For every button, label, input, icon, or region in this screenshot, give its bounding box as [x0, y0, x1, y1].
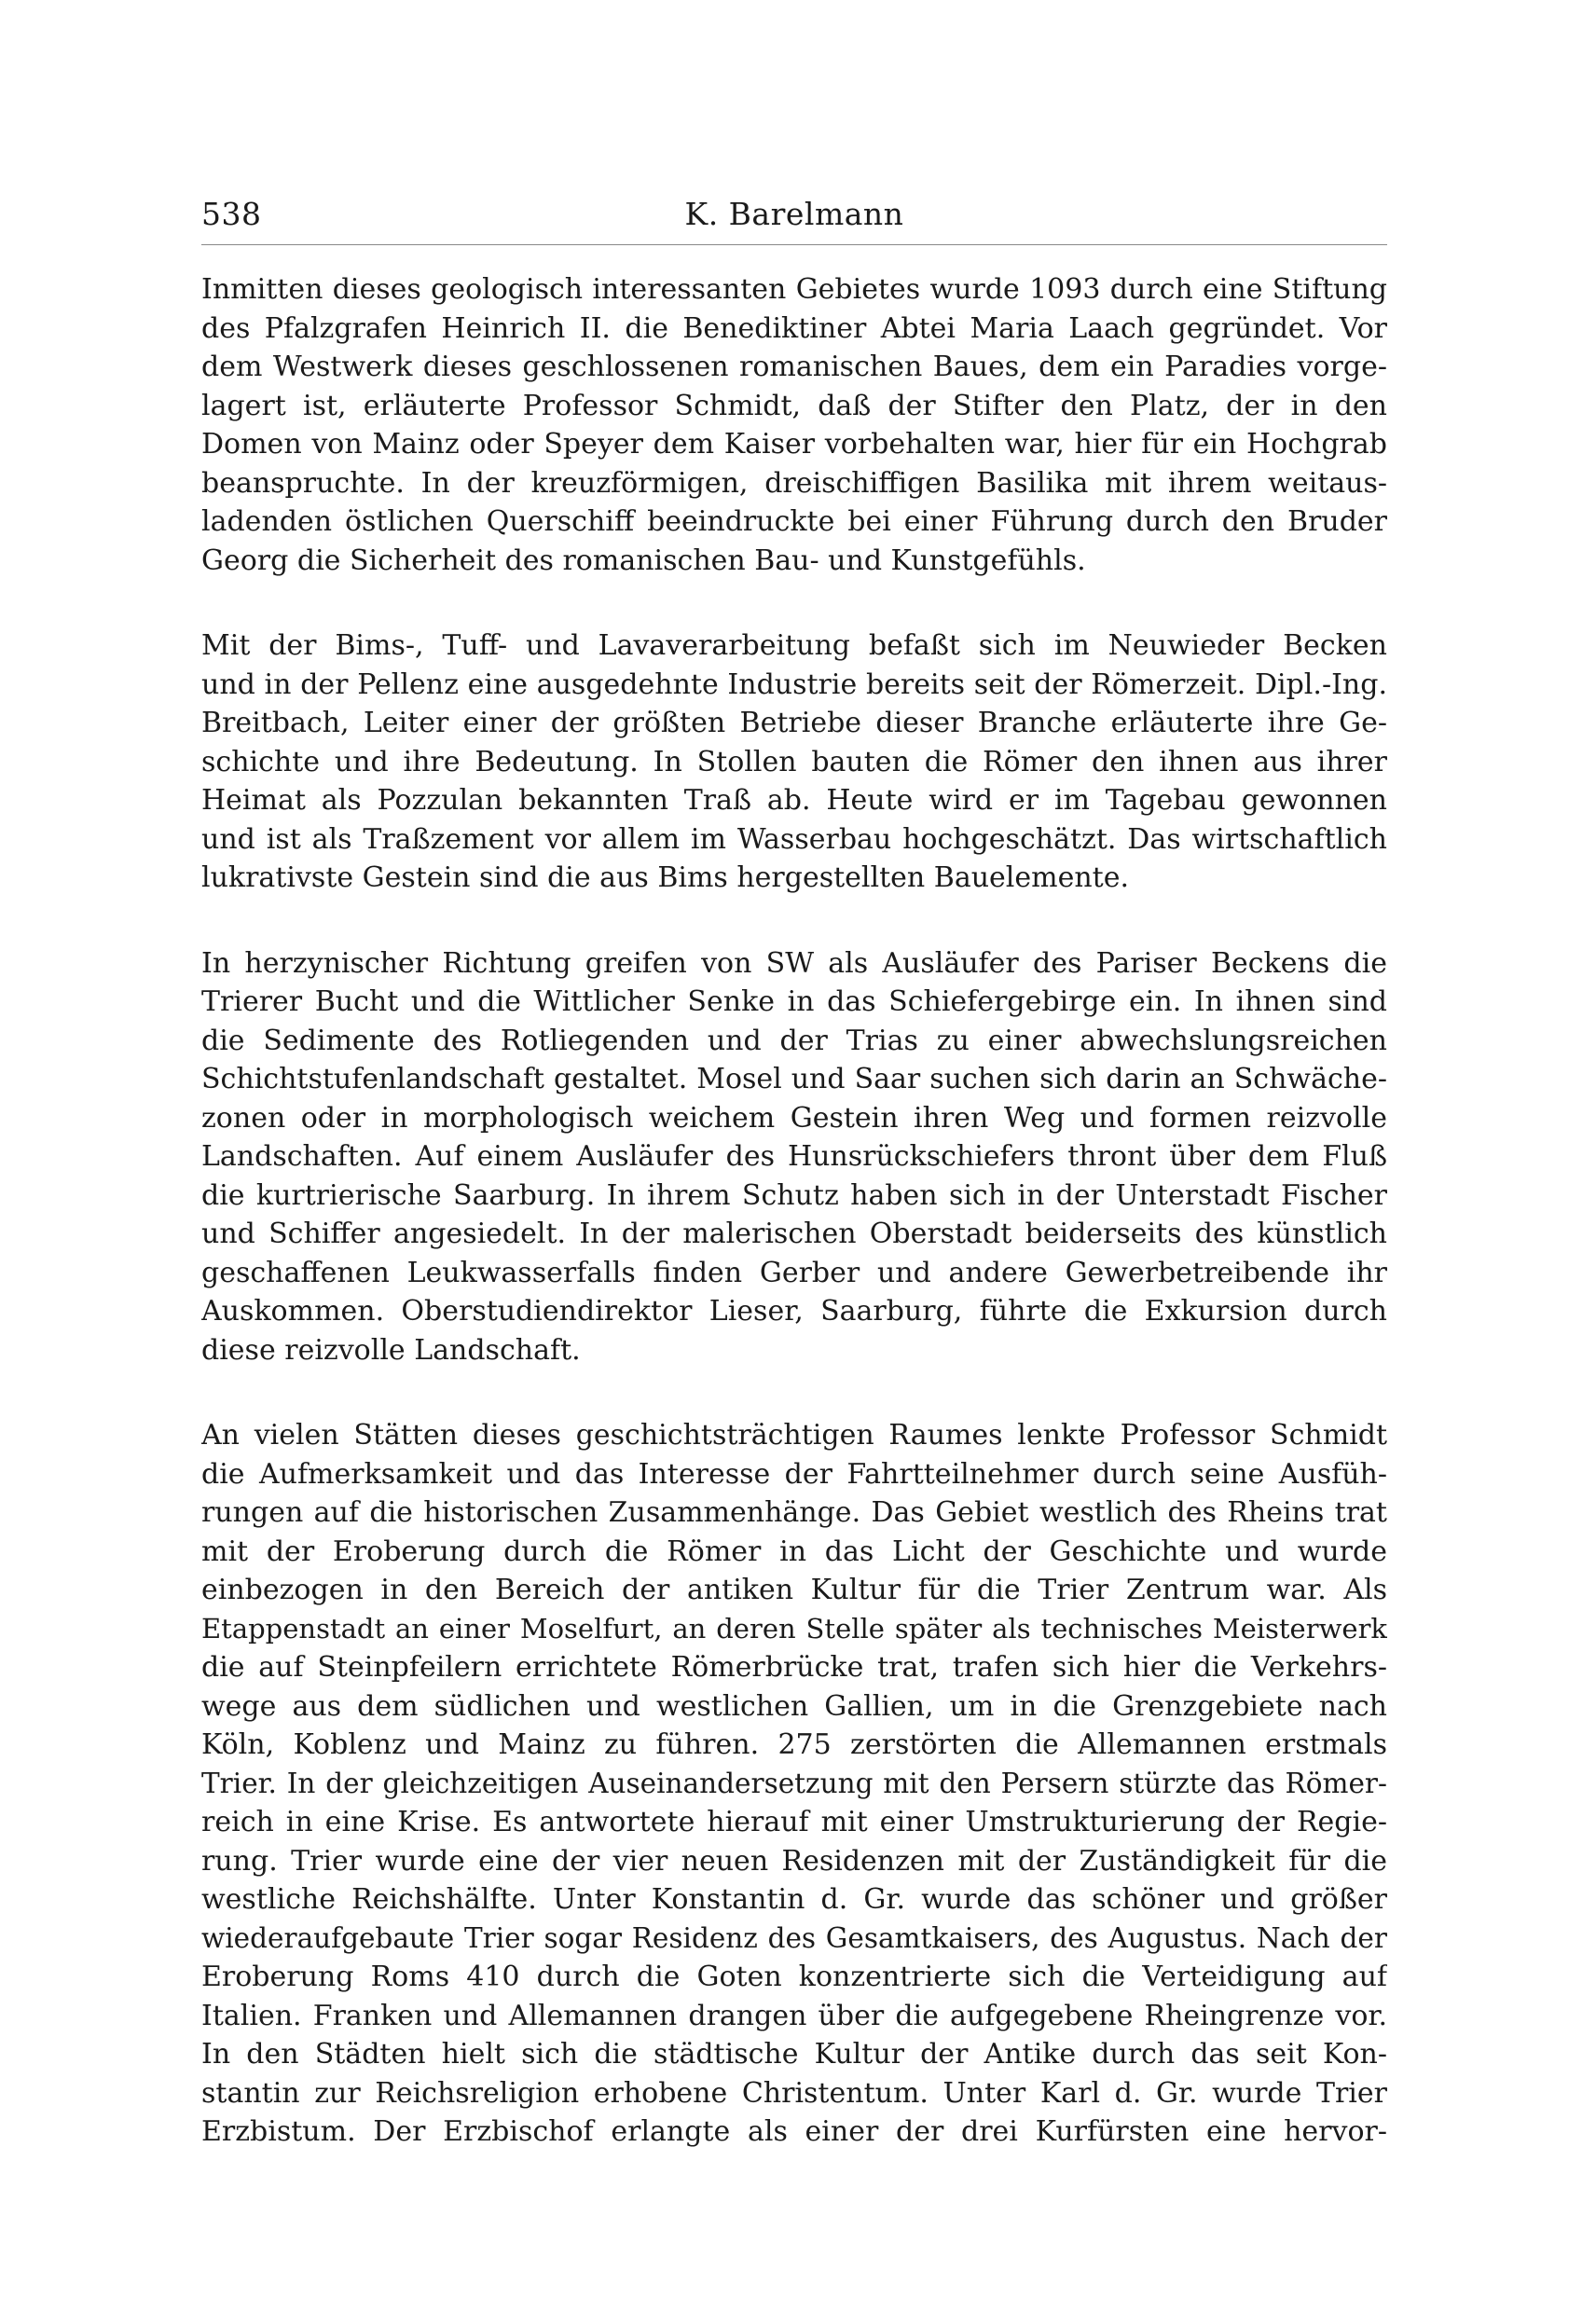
page-number: 538	[201, 196, 262, 232]
text-line: reich in eine Krise. Es antwortete hierauf mit einer Umstrukturierung der Regie-	[201, 1806, 1387, 1838]
text-line: Inmitten dieses geologisch interessanten Gebietes wurde 1093 durch eine Stiftung	[201, 273, 1387, 306]
text-line: In den Städten hielt sich die städtische Kultur der Antike durch das seit Kon-	[201, 2038, 1387, 2071]
text-line: geschaffenen Leukwasserfalls finden Gerber und andere Gewerbetreibende ihr	[201, 1256, 1387, 1289]
text-line: die auf Steinpfeilern errichtete Römerbrücke trat, trafen sich hier die Verkehrs-	[201, 1651, 1387, 1684]
text-line: einbezogen in den Bereich der antiken Kultur für die Trier Zentrum war. Als	[201, 1574, 1387, 1606]
text-line: Köln, Koblenz und Mainz zu führen. 275 zerstörten die Allemannen erstmals	[201, 1728, 1387, 1761]
paragraph-trier-history	[201, 1416, 1387, 2152]
text-line: und ist als Traßzement vor allem im Wasserbau hochgeschätzt. Das wirtschaftlich	[201, 822, 1387, 856]
text-line: Domen von Mainz oder Speyer dem Kaiser vorbehalten war, hier für ein Hochgrab	[201, 428, 1387, 461]
text-line: die kurtrierische Saarburg. In ihrem Schutz haben sich in der Unterstadt Fischer	[201, 1178, 1387, 1212]
header-rule	[201, 244, 1387, 245]
text-line: wege aus dem südlichen und westlichen Gallien, um in die Grenzgebiete nach	[201, 1689, 1387, 1723]
text-line: wiederaufgebaute Trier sogar Residenz des Gesamtkaisers, des Augustus. Nach der	[201, 1921, 1387, 1954]
text-line: und in der Pellenz eine ausgedehnte Industrie bereits seit der Römerzeit. Dipl.-Ing.	[201, 667, 1387, 701]
paragraph-bims-tuff-industry	[201, 626, 1387, 898]
running-head	[201, 194, 1387, 242]
text-line: des Pfalzgrafen Heinrich II. die Benediktiner Abtei Maria Laach gegründet. Vor	[201, 311, 1387, 345]
text-line: Italien. Franken und Allemannen drangen über die aufgegebene Rheingrenze vor.	[201, 1999, 1387, 2032]
text-line: rungen auf die historischen Zusammenhänge. Das Gebiet westlich des Rheins trat	[201, 1496, 1387, 1529]
text-line: Schichtstufenlandschaft gestaltet. Mosel und Saar suchen sich darin an Schwäche-	[201, 1063, 1387, 1095]
text-line: lukrativste Gestein sind die aus Bims hergestellten Bauelemente.	[201, 861, 1129, 894]
text-line: Auskommen. Oberstudiendirektor Lieser, Saarburg, führte die Exkursion durch	[201, 1295, 1387, 1328]
text-line: Mit der Bims-, Tuff- und Lavaverarbeitung befaßt sich im Neuwieder Becken	[201, 629, 1387, 662]
text-line: zonen oder in morphologisch weichem Gestein ihren Weg und formen reizvolle	[201, 1101, 1387, 1135]
text-line: rung. Trier wurde eine der vier neuen Residenzen mit der Zuständigkeit für die	[201, 1844, 1387, 1878]
text-line: Trierer Bucht und die Wittlicher Senke in das Schiefergebirge ein. In ihnen sind	[201, 985, 1387, 1018]
text-line: diese reizvolle Landschaft.	[201, 1333, 581, 1367]
text-line: westliche Reichshälfte. Unter Konstantin d. Gr. wurde das schöner und größer	[201, 1883, 1387, 1916]
text-line: dem Westwerk dieses geschlossenen romanischen Baues, dem ein Paradies vorge-	[201, 351, 1387, 383]
text-line: Eroberung Roms 410 durch die Goten konzentrierte sich die Verteidigung auf	[201, 1961, 1387, 1993]
paragraph-saarburg-landscape	[201, 944, 1387, 1370]
text-line: Breitbach, Leiter einer der größten Betriebe dieser Branche erläuterte ihre Ge-	[201, 707, 1387, 739]
text-line: Trier. In der gleichzeitigen Auseinandersetzung mit den Persern stürzte das Römer-	[201, 1767, 1387, 1799]
paragraph-geology-maria-laach	[201, 270, 1387, 580]
text-line: die Sedimente des Rotliegenden und der Trias zu einer abwechslungsreichen	[201, 1024, 1387, 1057]
text-line: beanspruchte. In der kreuzförmigen, dreischiffigen Basilika mit ihrem weitaus-	[201, 466, 1387, 500]
running-title: K. Barelmann	[684, 196, 904, 232]
text-line: Landschaften. Auf einem Ausläufer des Hunsrückschiefers thront über dem Fluß	[201, 1140, 1387, 1173]
text-line: Erzbistum. Der Erzbischof erlangte als einer der drei Kurfürsten eine hervor-	[201, 2115, 1387, 2148]
text-line: die Aufmerksamkeit und das Interesse der Fahrtteilnehmer durch seine Ausfüh-	[201, 1457, 1387, 1491]
text-line: Etappenstadt an einer Moselfurt, an deren Stelle später als technisches Meisterwerk	[201, 1612, 1387, 1645]
text-line: mit der Eroberung durch die Römer in das Licht der Geschichte und wurde	[201, 1534, 1387, 1568]
text-line: In herzynischer Richtung greifen von SW als Ausläufer des Pariser Beckens die	[201, 946, 1387, 980]
text-line: Georg die Sicherheit des romanischen Bau- und Kunstgefühls.	[201, 544, 1086, 577]
body-text	[201, 270, 1387, 2198]
text-line: Heimat als Pozzulan bekannten Traß ab. Heute wird er im Tagebau gewonnen	[201, 784, 1387, 817]
text-line: und Schiffer angesiedelt. In der malerischen Oberstadt beiderseits des künstlich	[201, 1218, 1387, 1250]
text-line: schichte und ihre Bedeutung. In Stollen bauten die Römer den ihnen aus ihrer	[201, 745, 1387, 778]
text-line: ladenden östlichen Querschiff beeindruckte bei einer Führung durch den Bruder	[201, 505, 1387, 538]
text-line: An vielen Stätten dieses geschichtsträchtigen Raumes lenkte Professor Schmidt	[201, 1419, 1387, 1452]
text-line: stantin zur Reichsreligion erhobene Christentum. Unter Karl d. Gr. wurde Trier	[201, 2076, 1387, 2110]
text-line: lagert ist, erläuterte Professor Schmidt, daß der Stifter den Platz, der in den	[201, 389, 1387, 422]
